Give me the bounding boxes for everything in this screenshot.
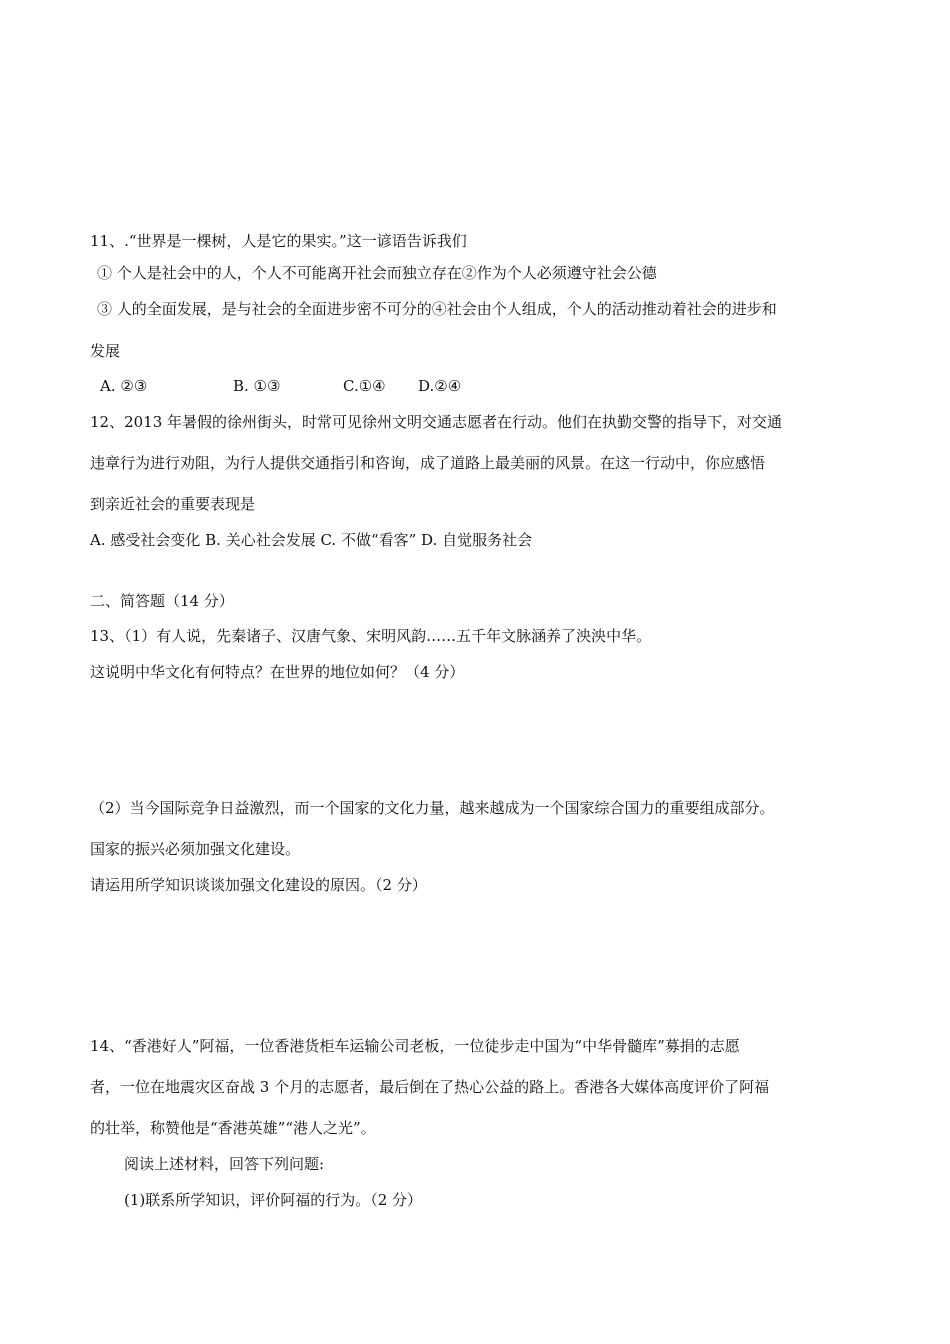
q12-line-3: 到亲近社会的重要表现是: [90, 495, 256, 513]
q11-statement-3-4: ③ 人的全面发展，是与社会的全面进步密不可分的④社会由个人组成，个人的活动推动着社会的进步和: [97, 300, 777, 318]
q14-line-2: 者，一位在地震灾区奋战 3 个月的志愿者，最后倒在了热心公益的路上。香港各大媒体高度评价了阿福: [90, 1078, 770, 1096]
q11-statement-continued: 发展: [90, 342, 121, 360]
q11-statement-1-2: ① 个人是社会中的人，个人不可能离开社会而独立存在②作为个人必须遵守社会公德: [97, 264, 657, 282]
q12-line-1: 12、2013 年暑假的徐州街头，时常可见徐州文明交通志愿者在行动。他们在执勤交警的指导下，对交通: [90, 413, 783, 431]
q14-sub-question-1: (1)联系所学知识，评价阿福的行为。（2 分）: [124, 1191, 423, 1209]
q11-stem: 11、.“世界是一棵树，人是它的果实。”这一谚语告诉我们: [90, 232, 467, 250]
q14-line-1: 14、“香港好人”阿福，一位香港货柜车运输公司老板，一位徒步走中国为“中华骨髓库”募捐的志愿: [90, 1037, 740, 1055]
section-2-title: 二、简答题（14 分）: [90, 592, 234, 610]
q14-line-3: 的壮举，称赞他是“香港英雄”“港人之光”。: [90, 1119, 376, 1137]
q11-option-a: A. ②③: [100, 377, 148, 395]
q13-part2-line-3: 请运用所学知识谈谈加强文化建设的原因。（2 分）: [90, 876, 427, 894]
q13-part1-line-2: 这说明中华文化有何特点？在世界的地位如何？（4 分）: [90, 663, 465, 681]
q11-option-d: D.②④: [418, 377, 462, 395]
q11-option-b: B. ①③: [233, 377, 281, 395]
q13-part2-line-1: （2）当今国际竞争日益激烈，而一个国家的文化力量，越来越成为一个国家综合国力的重要组成部分。: [90, 799, 775, 817]
q12-line-2: 违章行为进行劝阻，为行人提供交通指引和咨询，成了道路上最美丽的风景。在这一行动中，你应感悟: [90, 454, 766, 472]
q11-option-c: C.①④: [343, 377, 386, 395]
q13-part1-line-1: 13、（1）有人说，先秦诸子、汉唐气象、宋明风韵……五千年文脉涵养了泱泱中华。: [90, 627, 652, 645]
q14-instruction: 阅读上述材料，回答下列问题:: [124, 1155, 325, 1173]
q13-part2-line-2: 国家的振兴必须加强文化建设。: [90, 840, 301, 858]
q12-options: A. 感受社会变化 B. 关心社会发展 C. 不做“看客” D. 自觉服务社会: [90, 531, 533, 549]
q11-options: [100, 375, 461, 397]
